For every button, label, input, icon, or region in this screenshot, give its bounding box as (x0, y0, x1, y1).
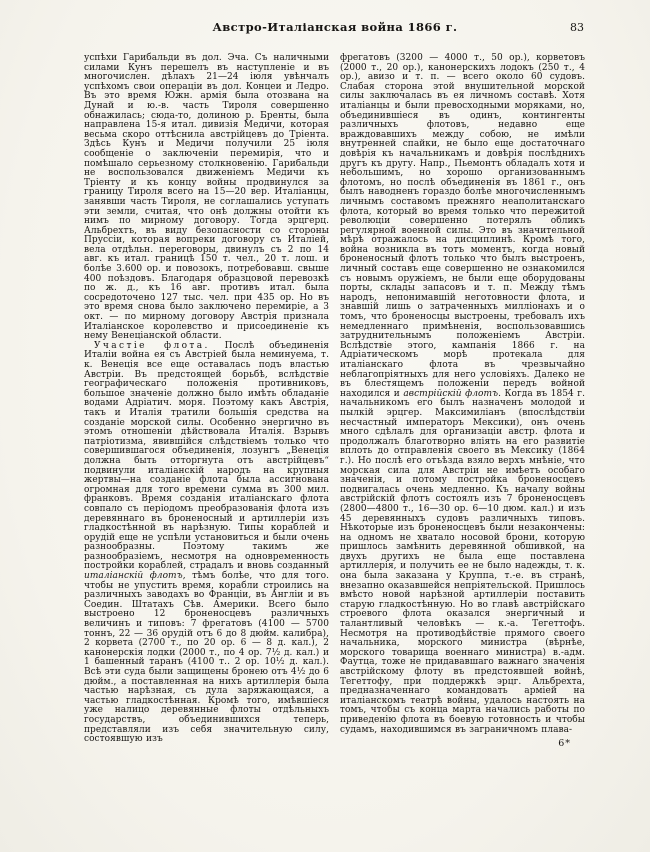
running-title: Австро-Италіанская война 1866 г. (212, 20, 458, 34)
text-columns (84, 54, 586, 749)
paragraph-fleet-participation-continued (340, 54, 585, 735)
right-column (340, 54, 585, 749)
paragraph-fleet-participation (84, 342, 329, 745)
paragraph-text: . Когда въ 1854 г. начальникомъ его былъ назначенъ молодой и пылкій эрцгер. Максимиліанъ (впослѣдствіи несчастный императоръ Мексики), онъ очень много сдѣлалъ для организаціи австр. флота и продолжалъ благотворно вліять на его развитіе вплоть до отправленія своего въ Мексику (1864 г.). Но послѣ его отъѣзда взяло верхъ мнѣніе, что морская сила для Австріи не имѣетъ особаго значенія, и потому постройка броненосцевъ подвигалась очень медленно. Къ началу войны австрійскій флотъ состоялъ изъ 7 броненосцевъ (2800—4800 т., 16—30 ор. 6—10 дюм. кал.) и изъ 45 деревянныхъ судовъ различныхъ типовъ. Нѣкоторые изъ броненосцевъ были незакончены: на одномъ не хватало носовой брони, которую пришлось замѣнить деревянной обшивкой, на двухъ другихъ не была еще поставлена артиллерія, и получить ее не было надежды, т. к. она была заказана у Круппа, т.-е. въ странѣ, внезапно оказавшейся непріятельской. Пришлось вмѣсто новой нарѣзной артиллеріи поставить старую гладкостѣнную. Но во главѣ австрійскаго строевого флота оказался энергичный и талантливый человѣкъ — к.-а. Тегеттофъ. Несмотря на противодѣйствіе прямого своего начальника, морского министра (вѣрнѣе, морского товарища военнаго министра) в.-адм. Фаутца, тоже не придававшаго важнаго значенія австрійскому флоту въ предстоявшей войнѣ, Тегеттофу, при поддержкѣ эрцг. Альбрехта, предназначеннаго командовать арміей на италіанскомъ театрѣ войны, удалось настоять на томъ, чтобы съ конца марта начались работы по приведенію флота въ боевую готовность и чтобы судамъ, находившимся въ заграничномъ плава- (340, 388, 585, 735)
page-header (84, 20, 586, 38)
page-number: 83 (570, 21, 584, 34)
signature-mark: 6* (558, 738, 571, 750)
text-block (84, 20, 586, 749)
paragraph-text: Послѣ объединенія Италіи война ея съ Австріей была неминуема, т. к. Венеція все еще оставалась подъ властью Австріи. Въ предстоящей борьбѣ, вслѣдствіе географическаго положенія противниковъ, большое значеніе должно было имѣть обладаніе водами Адріатич. моря. Поэтому какъ Австрія, такъ и Италія тратили большія средства на созданіе морской силы. Особенно энергично въ этомъ отношеніи дѣйствовала Италія. Взрывъ патріотизма, явившійся слѣдствіемъ только что совершившагося объединенія, лозунгъ „Венеція должна быть отторгнута отъ австрійцевъ“ подвинули италіанскій народъ на крупныя жертвы—на созданіе флота была ассигнована огромная для того времени сумма въ 300 мил. франковъ. Время созданія италіанскаго флота совпало съ періодомъ преобразованія флота изъ деревяннаго въ броненосный и артиллеріи изъ гладкостѣнной въ нарѣзную. Типы кораблей и орудій еще не успѣли установиться и были очень разнообразны. Поэтому такимъ же разнообразіемъ, несмотря на одновременность постройки кораблей, страдалъ и вновь созданный (84, 340, 329, 572)
paragraph-text: фрегатовъ (3200 — 4000 т., 50 ор.), корветовъ (2000 т., 20 ор.), канонерскихъ лодокъ (250 т., 4 ор.), авизо и т. п. — всего около 60 судовъ. Слабая сторона этой внушительной морской силы заключалась въ ея личномъ составѣ. Хотя италіанцы и были превосходными моряками, но, объединившіеся въ одинъ, контингенты различныхъ флотовъ, недавно еще враждовавшихъ между собою, не имѣли внутренней спайки, не было еще достаточнаго довѣрія къ начальникамъ и довѣрія послѣднихъ другъ къ другу. Напр., Пьемонтъ обладалъ хотя и небольшимъ, но хорошо организованнымъ флотомъ, но послѣ объединенія въ 1861 г., онъ былъ наводненъ гораздо болѣе многочисленнымъ личнымъ составомъ прежняго неаполитанскаго флота, который во время только что пережитой революціи совершенно потерялъ обликъ регулярной военной силы. Это въ значительной мѣрѣ отражалось на дисциплинѣ. Кромѣ того, война возникла въ тотъ моментъ, когда новый броненосный флотъ только что былъ выстроенъ, личный составъ еще совершенно не ознакомился съ новымъ оружіемъ, не были еще оборудованы порты, склады запасовъ и т. п. Между тѣмъ народъ, непонимавшій неготовности флота, и знавшій лишь о затраченныхъ милліонахъ и о томъ, что броненосцы выстроены, требовалъ ихъ немедленнаго примѣненія, воспользовавшись затруднительнымъ положеніемъ Австріи. Вслѣдствіе этого, кампанія 1866 г. на Адріатическомъ морѣ протекала для италіанскаго флота въ чрезвычайно неблагопріятныхъ для него условіяхъ. Далеко не въ блестящемъ положеніи передъ войной находился и (340, 53, 585, 399)
italic-term-austrian-fleet: австрійскій флотъ (403, 388, 499, 399)
left-column (84, 54, 329, 749)
paragraph-text: , тѣмъ болѣе, что для того. чтобы не упустить время, корабли строились на различныхъ заводахъ во Франціи, въ Англіи и въ Соедин. Штатахъ Сѣв. Америки. Всего было выстроено 12 броненосцевъ различныхъ величинъ и типовъ: 7 фрегатовъ (4100 — 5700 тоннъ, 22 — 36 орудій отъ 6 до 8 дюйм. калибра), 2 корвета (2700 т., по 20 ор. 6 — 8 д. кал.), 2 канонерскія лодки (2000 т., по 4 ор. 7½ д. кал.) и 1 башенный таранъ (4100 т.. 2 ор. 10½ д. кал.). Всѣ эти суда были защищены бронею отъ 4½ до 6 дюйм., а поставленная на нихъ артиллерія была частью нарѣзная, съ дула заряжающаяся, а частью гладкостѣнная. Кромѣ того, имѣвшіеся уже налицо деревянные флоты отдѣльныхъ государствъ, объединившихся теперь, представляли изъ себя значительную силу, состоявшую изъ (84, 571, 329, 745)
italic-term-italian-fleet: италіанскій флотъ (84, 571, 183, 582)
paragraph-continuation (84, 54, 329, 342)
paragraph-lead-phrase: Участіе флота. (94, 340, 210, 351)
paragraph-text: успѣхи Гарибальди въ дол. Эча. Съ наличными силами Кунъ перешелъ въ наступленіе и въ многочислен. дѣлахъ 21—24 іюля увѣнчалъ успѣхомъ свои операціи въ дол. Концеи и Ледро. Въ это время Южн. армія была отозвана на Дунай и ю.-в. часть Тироля совершенно обнажилась; сюда-то, долиною р. Бренты, была направлена 15-я итал. дивизія Медичи, которая весьма скоро оттѣснила австрійцевъ до Тріента. Здѣсь Кунъ и Медичи получили 25 іюля сообщеніе о заключеніи перемирія, что и помѣшало серьезному столкновенію. Гарибальди не воспользовался движеніемъ Медичи къ Тріенту и къ концу войны продвинулся за границу Тироля всего на 15—20 вер. Италіанцы, занявши часть Тироля, не соглашались уступать эти земли, считая, что онѣ должны отойти къ нимъ по мирному договору. Тогда эрцгерц. Альбрехтъ, въ виду безопасности со стороны Пруссіи, которая вопреки договору съ Италіей, вела отдѣльн. переговоры, двинулъ съ 2 по 14 авг. къ итал. границѣ 150 т. чел., 20 т. лош. и болѣе 3.600 ор. и повозокъ, потребовавш. свыше 400 поѣздовъ. Благодаря образцовой перевозкѣ по ж. д., къ 16 авг. противъ итал. была сосредоточено 127 тыс. чел. при 435 ор. Но въ это время снова было заключено перемиріе, а 3 окт. — по мирному договору Австрія признала Италіанское королевство и присоединеніе къ нему Венеціанской области. (84, 53, 329, 342)
